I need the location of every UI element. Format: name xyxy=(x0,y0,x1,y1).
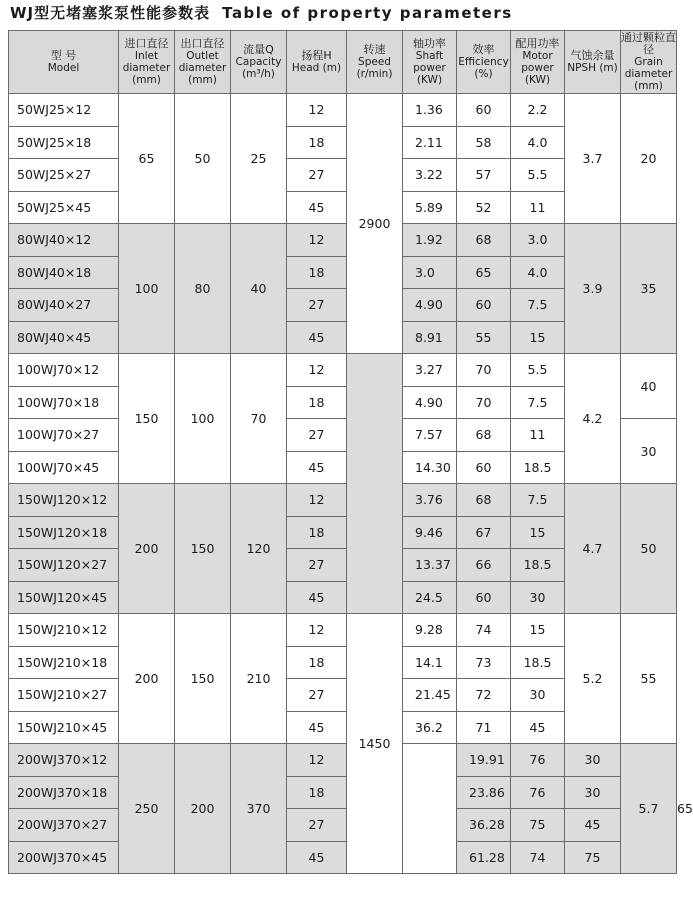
table-cell: 3.27 xyxy=(403,354,457,387)
table-cell: 60 xyxy=(457,289,511,322)
col-model xyxy=(9,31,119,94)
table-cell: 76 xyxy=(511,776,565,809)
table-cell: 200 xyxy=(119,484,175,614)
header-row xyxy=(9,31,677,94)
table-cell: 1.36 xyxy=(403,94,457,127)
table-row xyxy=(9,354,677,387)
table-cell: 68 xyxy=(457,484,511,517)
table-cell: 12 xyxy=(287,744,347,777)
table-cell: 11 xyxy=(511,191,565,224)
table-cell: 36.2 xyxy=(403,711,457,744)
table-cell: 45 xyxy=(287,711,347,744)
table-cell: 45 xyxy=(287,321,347,354)
header-label-en: Model xyxy=(47,62,80,74)
table-cell: 71 xyxy=(457,711,511,744)
header-label-cn: 流量Q xyxy=(243,43,274,56)
col-speed xyxy=(347,31,403,94)
title-cn: WJ型无堵塞浆泵性能参数表 xyxy=(10,4,211,22)
table-cell: 9.46 xyxy=(403,516,457,549)
table-cell: 68 xyxy=(457,224,511,257)
table-cell: 210 xyxy=(231,614,287,744)
table-cell: 12 xyxy=(287,484,347,517)
table-cell: 4.0 xyxy=(511,126,565,159)
table-cell: 65 xyxy=(119,94,175,224)
table-cell: 45 xyxy=(287,191,347,224)
table-cell: 60 xyxy=(457,451,511,484)
table-cell: 70 xyxy=(457,354,511,387)
table-cell: 5.7 xyxy=(621,744,677,874)
table-cell: 150 xyxy=(119,354,175,484)
model-cell: 150WJ120×12 xyxy=(9,484,119,517)
model-cell: 150WJ120×45 xyxy=(9,581,119,614)
table-cell: 12 xyxy=(287,614,347,647)
table-cell: 61.28 xyxy=(457,841,511,874)
model-cell: 200WJ370×45 xyxy=(9,841,119,874)
table-cell: 5.5 xyxy=(511,159,565,192)
table-cell: 150 xyxy=(175,614,231,744)
model-cell: 200WJ370×18 xyxy=(9,776,119,809)
header-label-cn: 气蚀余量 xyxy=(570,49,615,62)
table-cell: 18 xyxy=(287,776,347,809)
table-cell: 18 xyxy=(287,256,347,289)
col-motor-power xyxy=(511,31,565,94)
table-cell: 27 xyxy=(287,809,347,842)
table-cell: 45 xyxy=(565,809,621,842)
col-npsh xyxy=(565,31,621,94)
table-cell: 27 xyxy=(287,419,347,452)
table-cell: 30 xyxy=(565,776,621,809)
table-row xyxy=(9,841,677,874)
header-label-en: NPSH (m) xyxy=(567,62,618,74)
table-row xyxy=(9,94,677,127)
table-cell: 4.0 xyxy=(511,256,565,289)
table-cell: 30 xyxy=(511,581,565,614)
table-row xyxy=(9,614,677,647)
header-label-en: Speed (r/min) xyxy=(356,56,393,80)
header-label-cn: 进口直径 xyxy=(124,37,169,50)
table-cell: 55 xyxy=(457,321,511,354)
table-cell: 68 xyxy=(457,419,511,452)
table-cell: 70 xyxy=(231,354,287,484)
table-cell: 7.57 xyxy=(403,419,457,452)
table-cell: 7.5 xyxy=(511,289,565,322)
table-cell: 23.86 xyxy=(457,776,511,809)
model-cell: 100WJ70×12 xyxy=(9,354,119,387)
header-label-en: Grain diameter (mm) xyxy=(624,56,673,92)
title-en: Table of property parameters xyxy=(222,4,513,22)
model-cell: 50WJ25×27 xyxy=(9,159,119,192)
model-cell: 80WJ40×12 xyxy=(9,224,119,257)
header-label-en: Motor power (KW) xyxy=(521,50,554,86)
table-cell: 50 xyxy=(621,484,677,614)
table-cell: 18.5 xyxy=(511,451,565,484)
table-cell: 11 xyxy=(511,419,565,452)
table-cell: 27 xyxy=(287,679,347,712)
table-cell: 3.0 xyxy=(511,224,565,257)
header-label-cn: 轴功率 xyxy=(413,37,446,50)
table-cell: 27 xyxy=(287,159,347,192)
table-cell: 2.11 xyxy=(403,126,457,159)
table-cell: 40 xyxy=(621,354,677,419)
table-cell: 12 xyxy=(287,224,347,257)
table-cell: 3.0 xyxy=(403,256,457,289)
header-label-en: Shaft power (KW) xyxy=(413,50,446,86)
table-cell: 18 xyxy=(287,386,347,419)
table-cell: 24.5 xyxy=(403,581,457,614)
speed-cell: 1450 xyxy=(347,614,403,874)
table-cell: 30 xyxy=(621,419,677,484)
table-cell: 5.89 xyxy=(403,191,457,224)
speed-cell-empty xyxy=(347,354,403,614)
table-cell: 3.76 xyxy=(403,484,457,517)
table-row xyxy=(9,809,677,842)
table-cell: 3.9 xyxy=(565,224,621,354)
model-cell: 150WJ210×12 xyxy=(9,614,119,647)
header-label-cn: 型 号 xyxy=(50,49,77,62)
table-cell: 100 xyxy=(119,224,175,354)
model-cell: 150WJ210×27 xyxy=(9,679,119,712)
table-cell: 7.5 xyxy=(511,386,565,419)
model-cell: 150WJ120×27 xyxy=(9,549,119,582)
table-cell: 14.1 xyxy=(403,646,457,679)
table-cell: 14.30 xyxy=(403,451,457,484)
model-cell: 80WJ40×18 xyxy=(9,256,119,289)
model-cell: 150WJ120×18 xyxy=(9,516,119,549)
table-cell: 27 xyxy=(287,289,347,322)
table-cell: 4.90 xyxy=(403,386,457,419)
table-cell: 2.2 xyxy=(511,94,565,127)
table-cell: 150 xyxy=(175,484,231,614)
col-capacity xyxy=(231,31,287,94)
speed-cell-empty xyxy=(403,744,457,874)
header-label-cn: 配用功率 xyxy=(515,37,560,50)
model-cell: 50WJ25×12 xyxy=(9,94,119,127)
property-table xyxy=(8,30,693,874)
table-cell: 25 xyxy=(231,94,287,224)
table-cell: 4.90 xyxy=(403,289,457,322)
table-cell: 9.28 xyxy=(403,614,457,647)
table-cell: 3.22 xyxy=(403,159,457,192)
model-cell: 50WJ25×18 xyxy=(9,126,119,159)
table-cell: 72 xyxy=(457,679,511,712)
col-outlet xyxy=(175,31,231,94)
table-cell: 15 xyxy=(511,321,565,354)
table-cell: 12 xyxy=(287,354,347,387)
table-row xyxy=(9,224,677,257)
table-cell: 35 xyxy=(621,224,677,354)
table-cell: 50 xyxy=(175,94,231,224)
col-inlet xyxy=(119,31,175,94)
model-cell: 200WJ370×27 xyxy=(9,809,119,842)
table-cell: 18 xyxy=(287,516,347,549)
table-cell: 20 xyxy=(621,94,677,224)
model-cell: 150WJ210×45 xyxy=(9,711,119,744)
col-head xyxy=(287,31,347,94)
table-row: 200WJ370×12 250 200 370 12 19.91 76 30 5.7 65 xyxy=(9,744,677,777)
table-row xyxy=(9,776,677,809)
table-cell: 75 xyxy=(565,841,621,874)
model-cell: 80WJ40×45 xyxy=(9,321,119,354)
table-cell: 4.2 xyxy=(565,354,621,484)
table-cell: 74 xyxy=(457,614,511,647)
model-cell: 100WJ70×45 xyxy=(9,451,119,484)
table-cell: 73 xyxy=(457,646,511,679)
table-cell: 120 xyxy=(231,484,287,614)
table-cell: 250 xyxy=(119,744,175,874)
col-grain xyxy=(621,31,677,94)
table-cell: 4.7 xyxy=(565,484,621,614)
header-label-cn: 效率 xyxy=(472,43,495,56)
table-cell: 74 xyxy=(511,841,565,874)
page-title xyxy=(10,2,513,28)
table-cell: 45 xyxy=(287,841,347,874)
table-cell: 200 xyxy=(175,744,231,874)
table-cell: 52 xyxy=(457,191,511,224)
table-cell: 18 xyxy=(287,646,347,679)
table-cell: 76 xyxy=(511,744,565,777)
table-cell: 67 xyxy=(457,516,511,549)
table-cell: 18.5 xyxy=(511,646,565,679)
table-cell: 12 xyxy=(287,94,347,127)
table-cell: 100 xyxy=(175,354,231,484)
table-cell: 30 xyxy=(565,744,621,777)
header-label-cn: 通过颗粒直径 xyxy=(621,31,676,56)
table-cell: 60 xyxy=(457,94,511,127)
table-cell: 7.5 xyxy=(511,484,565,517)
table-cell: 36.28 xyxy=(457,809,511,842)
table-cell: 13.37 xyxy=(403,549,457,582)
header-label-en: Inlet diameter (mm) xyxy=(122,50,171,86)
table-cell: 5.5 xyxy=(511,354,565,387)
model-cell: 150WJ210×18 xyxy=(9,646,119,679)
table-cell: 5.2 xyxy=(565,614,621,744)
header-label-cn: 转速 xyxy=(363,43,386,56)
table-cell: 70 xyxy=(457,386,511,419)
header-label-cn: 出口直径 xyxy=(180,37,225,50)
header-label-en: Efficiency (%) xyxy=(458,56,509,80)
model-cell: 200WJ370×12 xyxy=(9,744,119,777)
table-cell: 75 xyxy=(511,809,565,842)
header-label-en: Head (m) xyxy=(291,62,342,74)
table-cell: 40 xyxy=(231,224,287,354)
table-cell: 15 xyxy=(511,516,565,549)
table-cell: 19.91 xyxy=(457,744,511,777)
table-cell: 80 xyxy=(175,224,231,354)
model-cell: 50WJ25×45 xyxy=(9,191,119,224)
table-cell: 1.92 xyxy=(403,224,457,257)
model-cell: 80WJ40×27 xyxy=(9,289,119,322)
model-cell: 100WJ70×27 xyxy=(9,419,119,452)
table-cell: 21.45 xyxy=(403,679,457,712)
table-cell: 66 xyxy=(457,549,511,582)
table-cell: 15 xyxy=(511,614,565,647)
col-shaft-power xyxy=(403,31,457,94)
table-cell: 18.5 xyxy=(511,549,565,582)
table-cell: 27 xyxy=(287,549,347,582)
header-label-en: Capacity (m³/h) xyxy=(235,56,282,80)
table-cell: 200 xyxy=(119,614,175,744)
table-cell: 57 xyxy=(457,159,511,192)
table-cell: 60 xyxy=(457,581,511,614)
table-cell: 58 xyxy=(457,126,511,159)
table-cell: 55 xyxy=(621,614,677,744)
col-efficiency xyxy=(457,31,511,94)
table-cell: 30 xyxy=(511,679,565,712)
table-cell: 8.91 xyxy=(403,321,457,354)
table-cell: 18 xyxy=(287,126,347,159)
table-cell: 45 xyxy=(511,711,565,744)
header-label-en: Outlet diameter (mm) xyxy=(178,50,227,86)
table-cell: 45 xyxy=(287,451,347,484)
table-cell: 65 xyxy=(457,256,511,289)
table-cell: 370 xyxy=(231,744,287,874)
table-cell: 3.7 xyxy=(565,94,621,224)
model-cell: 100WJ70×18 xyxy=(9,386,119,419)
table-cell: 45 xyxy=(287,581,347,614)
speed-cell: 2900 xyxy=(347,94,403,354)
header-label-cn: 扬程H xyxy=(301,49,332,62)
table-row xyxy=(9,484,677,517)
